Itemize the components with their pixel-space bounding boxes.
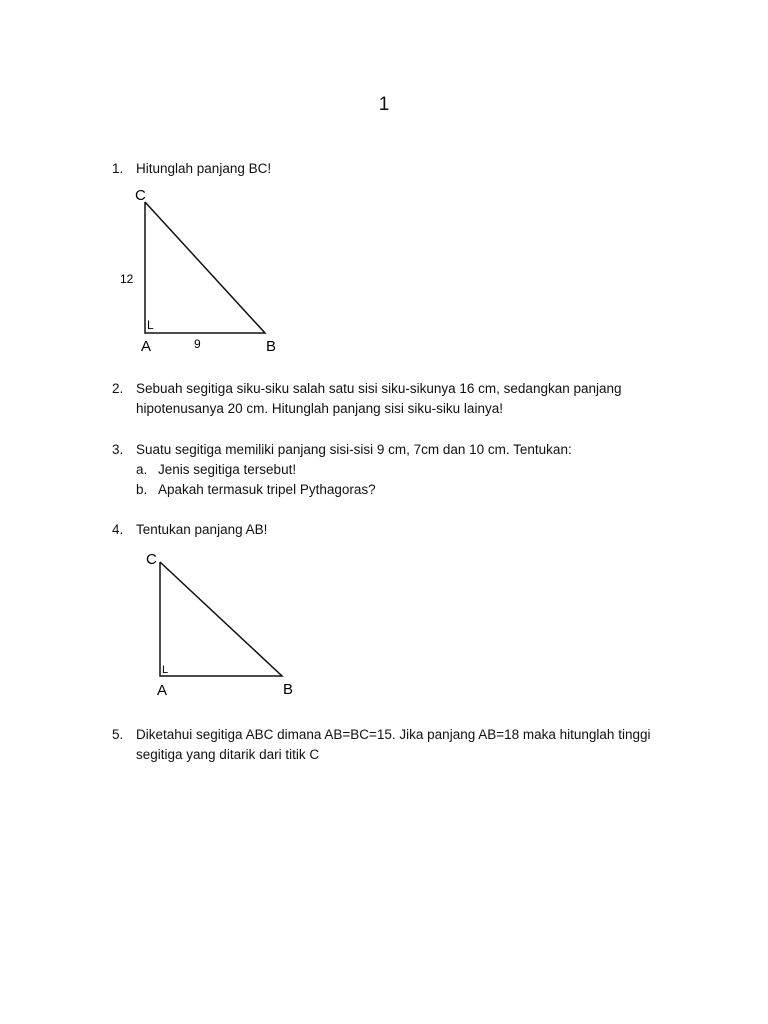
question-number: 2.	[112, 381, 124, 396]
page-number: 1	[378, 94, 390, 115]
question-text-line-1: Sebuah segitiga siku-siku salah satu sisi siku-sikunya 16 cm, sedangkan panjang	[136, 381, 622, 396]
triangle-abc-outline	[145, 202, 265, 333]
question-text: Hitunglah panjang BC!	[136, 161, 272, 176]
question-3	[112, 440, 672, 500]
sub-item-a	[136, 460, 672, 480]
vertex-label-c: C	[146, 551, 157, 568]
sub-item-letter: b.	[136, 482, 148, 497]
question-1	[112, 159, 672, 179]
vertex-label-b: B	[283, 681, 294, 698]
triangle-figure-2	[110, 540, 310, 710]
question-number: 4.	[112, 522, 124, 537]
sub-item-text: Apakah termasuk tripel Pythagoras?	[158, 482, 376, 497]
question-4	[112, 520, 672, 540]
question-5	[112, 725, 672, 765]
vertex-label-b: B	[266, 338, 277, 355]
side-label-ac: 12	[120, 272, 134, 286]
triangle-abc-outline	[160, 562, 282, 676]
triangle-figure-1	[110, 180, 310, 360]
vertex-label-c: C	[135, 187, 146, 204]
vertex-label-a: A	[141, 338, 152, 355]
question-2	[112, 379, 672, 419]
right-angle-mark: L	[162, 664, 169, 676]
side-label-ab: 9	[194, 337, 201, 351]
vertex-label-a: A	[157, 682, 168, 699]
right-angle-mark: L	[147, 318, 154, 332]
question-number: 1.	[112, 161, 124, 176]
sub-item-b	[136, 480, 672, 500]
question-number: 5.	[112, 727, 124, 742]
sub-item-letter: a.	[136, 462, 148, 477]
question-text: Suatu segitiga memiliki panjang sisi-sisi 9 cm, 7cm dan 10 cm. Tentukan:	[136, 442, 572, 457]
question-text: Tentukan panjang AB!	[136, 522, 268, 537]
question-text-line-1: Diketahui segitiga ABC dimana AB=BC=15. Jika panjang AB=18 maka hitunglah tinggi	[136, 727, 651, 742]
question-number: 3.	[112, 442, 124, 457]
question-text-line-2: segitiga yang ditarik dari titik C	[136, 747, 320, 762]
question-text-line-2: hipotenusanya 20 cm. Hitunglah panjang sisi siku-siku lainya!	[136, 401, 503, 416]
sub-item-text: Jenis segitiga tersebut!	[158, 462, 297, 477]
